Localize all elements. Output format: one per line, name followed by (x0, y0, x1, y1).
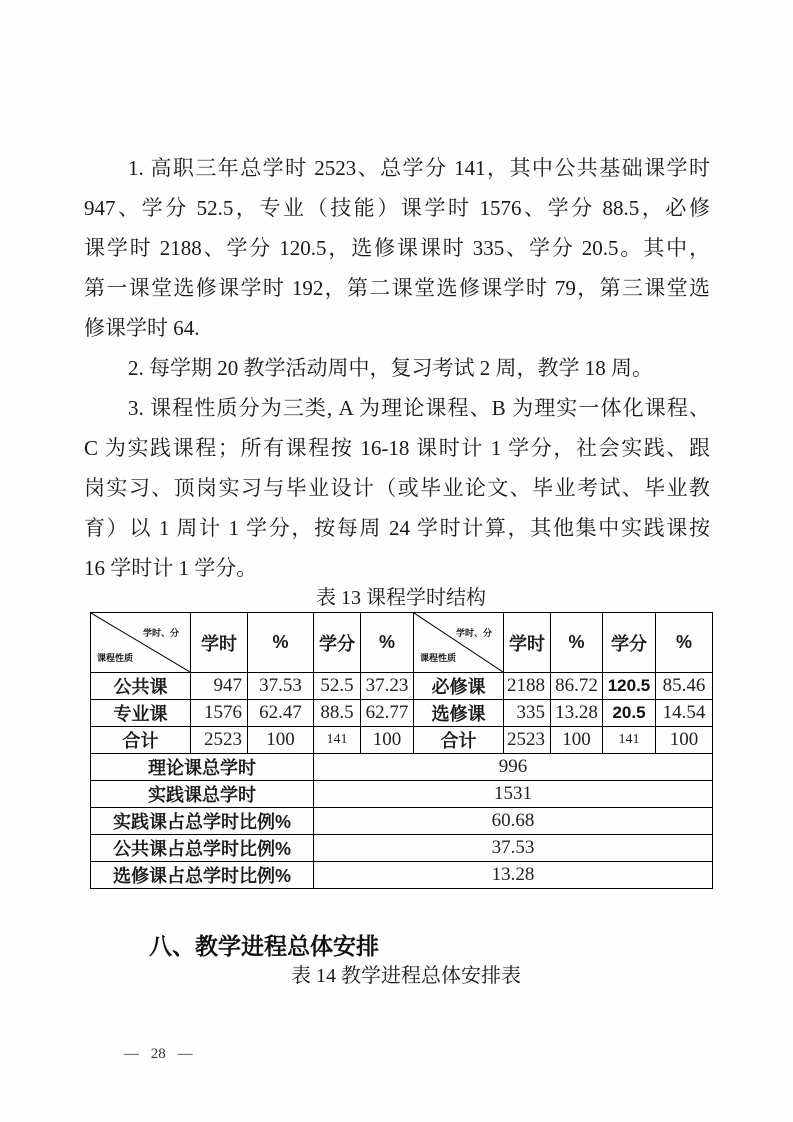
hours-pct-cell: 37.53 (248, 673, 314, 700)
table13-caption: 表 13 课程学时结构 (316, 587, 486, 609)
credits-cell: 20.5 (603, 700, 656, 727)
hours-pct-cell: 86.72 (551, 673, 603, 700)
credits-cell: 141 (314, 727, 361, 754)
hours-cell: 947 (191, 673, 248, 700)
paragraph-2-line: 2. 每学期 20 教学活动周中，复习考试 2 周，教学 18 周。 (128, 356, 653, 380)
hours-cell: 2188 (504, 673, 551, 700)
page-number: — 28 — (124, 1046, 193, 1062)
diagonal-top-label: 学时、分 (142, 628, 179, 638)
summary-value: 13.28 (314, 862, 713, 889)
paragraph-3-line: 16 学时计 1 学分。 (84, 556, 258, 580)
diagonal-top-label: 学时、分 (455, 628, 492, 638)
credits-pct-cell: 37.23 (361, 673, 414, 700)
credits-pct-cell: 100 (361, 727, 414, 754)
hours-pct-cell: 13.28 (551, 700, 603, 727)
column-header-percent: % (551, 613, 603, 673)
paragraph-1-line: 修课学时 64. (84, 316, 200, 340)
table14-caption: 表 14 教学进程总体安排表 (291, 965, 521, 987)
column-header-percent: % (248, 613, 314, 673)
paragraph-1-line: 课学时 2188、学分 120.5，选修课课时 335、学分 20.5。其中， (84, 236, 710, 260)
summary-label: 实践课总学时 (91, 781, 314, 808)
summary-label: 实践课占总学时比例% (91, 808, 314, 835)
credits-pct-cell: 14.54 (656, 700, 713, 727)
diagonal-header-cell (91, 613, 191, 673)
hours-cell: 2523 (504, 727, 551, 754)
summary-value: 37.53 (314, 835, 713, 862)
hours-pct-cell: 62.47 (248, 700, 314, 727)
diagonal-bottom-label: 课程性质 (97, 653, 134, 663)
summary-row (91, 781, 713, 808)
paragraph-3-line: 3. 课程性质分为三类, A 为理论课程、B 为理实一体化课程、 (128, 396, 710, 420)
column-header-credits: 学分 (603, 613, 656, 673)
row-label: 专业课 (91, 700, 191, 727)
row-label: 合计 (414, 727, 504, 754)
diagonal-bottom-label: 课程性质 (420, 653, 457, 663)
table-header-row (91, 613, 713, 673)
row-label: 合计 (91, 727, 191, 754)
summary-row (91, 754, 713, 781)
summary-label: 选修课占总学时比例% (91, 862, 314, 889)
column-header-hours: 学时 (504, 613, 551, 673)
hours-cell: 2523 (191, 727, 248, 754)
row-label: 选修课 (414, 700, 504, 727)
diagonal-header-cell (414, 613, 504, 673)
summary-label: 公共课占总学时比例% (91, 835, 314, 862)
hours-pct-cell: 100 (551, 727, 603, 754)
hours-cell: 1576 (191, 700, 248, 727)
column-header-hours: 学时 (191, 613, 248, 673)
paragraph-3-line: C 为实践课程；所有课程按 16-18 课时计 1 学分，社会实践、跟 (84, 436, 710, 460)
hours-cell: 335 (504, 700, 551, 727)
column-header-percent: % (361, 613, 414, 673)
summary-row (91, 808, 713, 835)
credits-cell: 88.5 (314, 700, 361, 727)
credits-cell: 52.5 (314, 673, 361, 700)
table13-course-hours-structure (90, 612, 713, 889)
table-row (91, 673, 713, 700)
credits-cell: 141 (603, 727, 656, 754)
paragraph-1-line: 1. 高职三年总学时 2523、总学分 141，其中公共基础课学时 (128, 156, 710, 180)
summary-label: 理论课总学时 (91, 754, 314, 781)
row-label: 必修课 (414, 673, 504, 700)
paragraph-3-line: 岗实习、顶岗实习与毕业设计（或毕业论文、毕业考试、毕业教 (84, 476, 710, 500)
summary-value: 60.68 (314, 808, 713, 835)
paragraph-1-line: 第一课堂选修课学时 192，第二课堂选修课学时 79，第三课堂选 (84, 276, 710, 300)
summary-value: 1531 (314, 781, 713, 808)
column-header-credits: 学分 (314, 613, 361, 673)
diagonal-line (91, 613, 190, 672)
section-heading: 八、教学进程总体安排 (149, 933, 379, 959)
diagonal-line (414, 613, 503, 672)
paragraph-1-line: 947、学分 52.5，专业（技能）课学时 1576、学分 88.5，必修 (84, 196, 710, 220)
column-header-percent: % (656, 613, 713, 673)
row-label: 公共课 (91, 673, 191, 700)
credits-pct-cell: 100 (656, 727, 713, 754)
summary-row (91, 835, 713, 862)
summary-row (91, 862, 713, 889)
body-text (84, 148, 710, 588)
table-row (91, 700, 713, 727)
credits-pct-cell: 62.77 (361, 700, 414, 727)
credits-pct-cell: 85.46 (656, 673, 713, 700)
credits-cell: 120.5 (603, 673, 656, 700)
table-total-row (91, 727, 713, 754)
hours-pct-cell: 100 (248, 727, 314, 754)
paragraph-3-line: 育）以 1 周计 1 学分，按每周 24 学时计算，其他集中实践课按 (84, 516, 710, 540)
summary-value: 996 (314, 754, 713, 781)
